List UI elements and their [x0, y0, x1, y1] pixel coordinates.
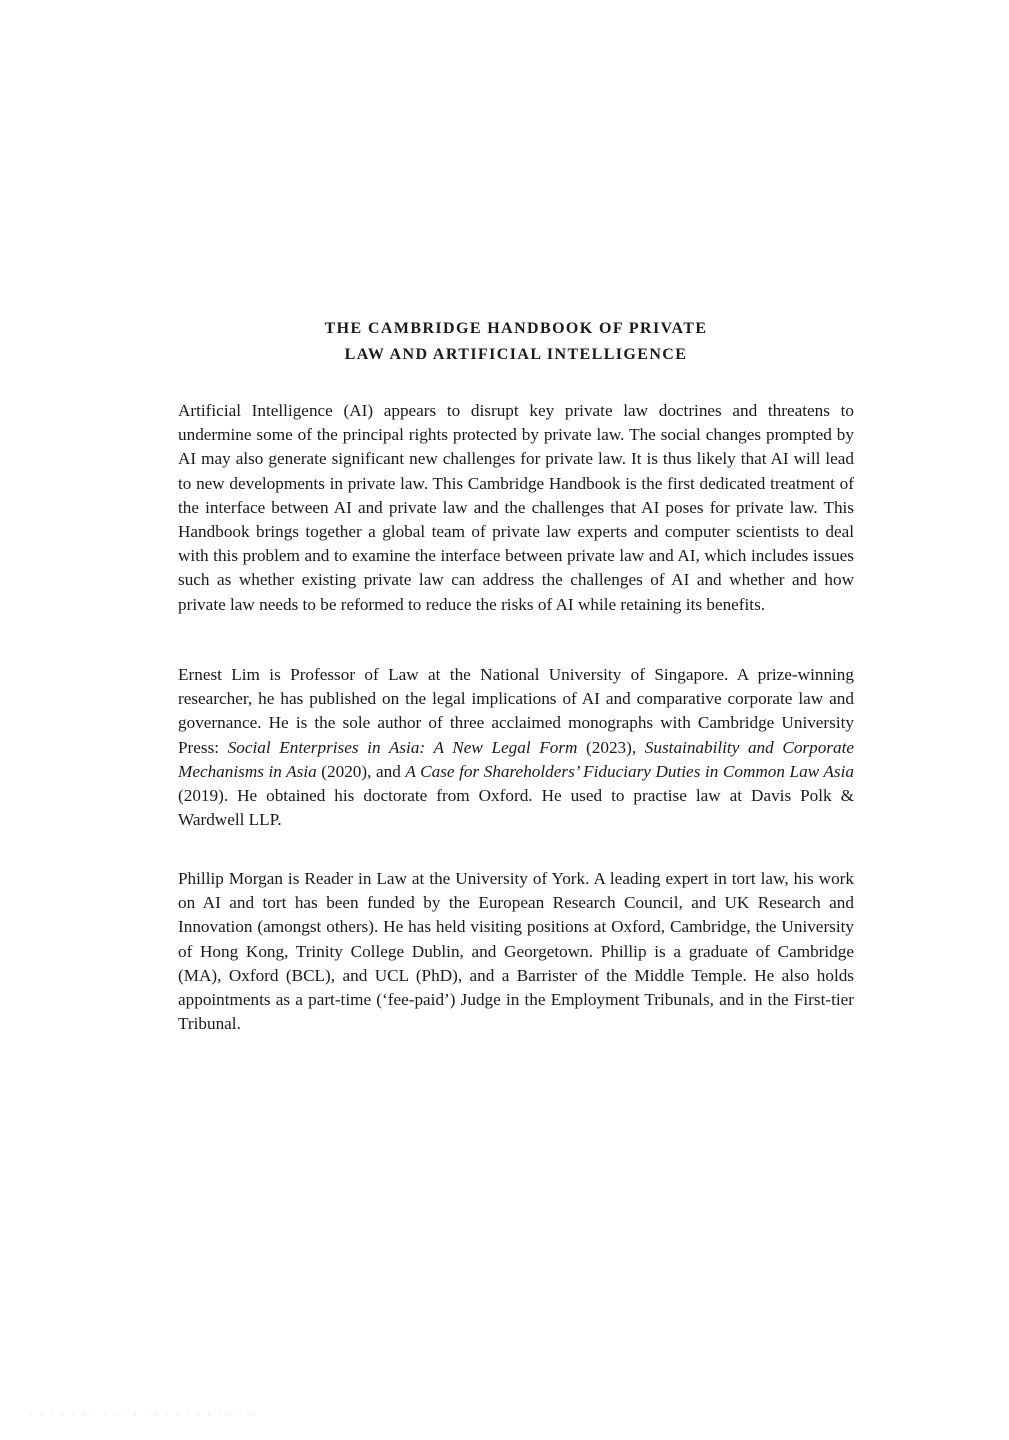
author-bio-phillip-morgan: Phillip Morgan is Reader in Law at the University of York. A leading expert in tort law, his work on AI and tort has been funded by the European Research Council, and UK Research and Innovation (amongst others). He has held visiting positions at Oxford, Cambridge, the University of Hong Kong, Trinity College Dublin, and Georgetown. Phillip is a graduate of Cambridge (MA), Oxford (BCL), and UCL (PhD), and a Barrister of the Middle Temple. He also holds appointments as a part-time (‘fee-paid’) Judge in the Employment Tribunals, and in the First-tier Tribunal. — [178, 869, 854, 1034]
book-title-sustainability: Sustainability and Corporate Mechanisms in Asia — [178, 737, 854, 781]
bio-lim-text-4: (2019). He obtained his doctorate from Oxford. He used to practise law at Davis Polk & Wardwell LLP. — [178, 786, 854, 830]
book-description: Artificial Intelligence (AI) appears to disrupt key private law doctrines and threatens to undermine some of the principal rights protected by private law. The social changes prompted by AI may also generate significant new challenges for private law. It is thus likely that AI will lead to new developments in private law. This Cambridge Handbook is the first dedicated treatment of the interface between AI and private law and the challenges that AI poses for private law. This Handbook brings together a global team of private law experts and computer scientists to deal with this problem and to examine the interface between private law and AI, which includes issues such as whether existing private law can address the challenges of AI and whether and how private law needs to be reformed to reduce the risks of AI while retaining its benefits. — [178, 401, 854, 614]
print-registration-marks: · · · · · · · · · · · · · · · · · · · · · · — [30, 1411, 255, 1419]
book-title-social-enterprises: Social Enterprises in Asia: A New Legal Form — [227, 737, 578, 757]
bio-lim-text-2: (2023), — [577, 737, 645, 757]
author-bio-ernest-lim — [178, 663, 854, 832]
book-title — [176, 316, 856, 368]
bio-lim-text-3: (2020), and — [316, 761, 406, 781]
book-title-line-2: LAW AND ARTIFICIAL INTELLIGENCE — [344, 346, 688, 363]
bio-lim-text-1: Ernest Lim is Professor of Law at the National University of Singapore. A prize-winning researcher, he has published on the legal implications of AI and comparative corporate law and governance. He is the sole author of three acclaimed monographs with Cambridge University Press: — [178, 665, 854, 757]
book-title-fiduciary-duties: A Case for Shareholders’ Fiduciary Duties in Common Law Asia — [405, 761, 854, 781]
book-title-line-1: THE CAMBRIDGE HANDBOOK OF PRIVATE — [324, 320, 708, 337]
